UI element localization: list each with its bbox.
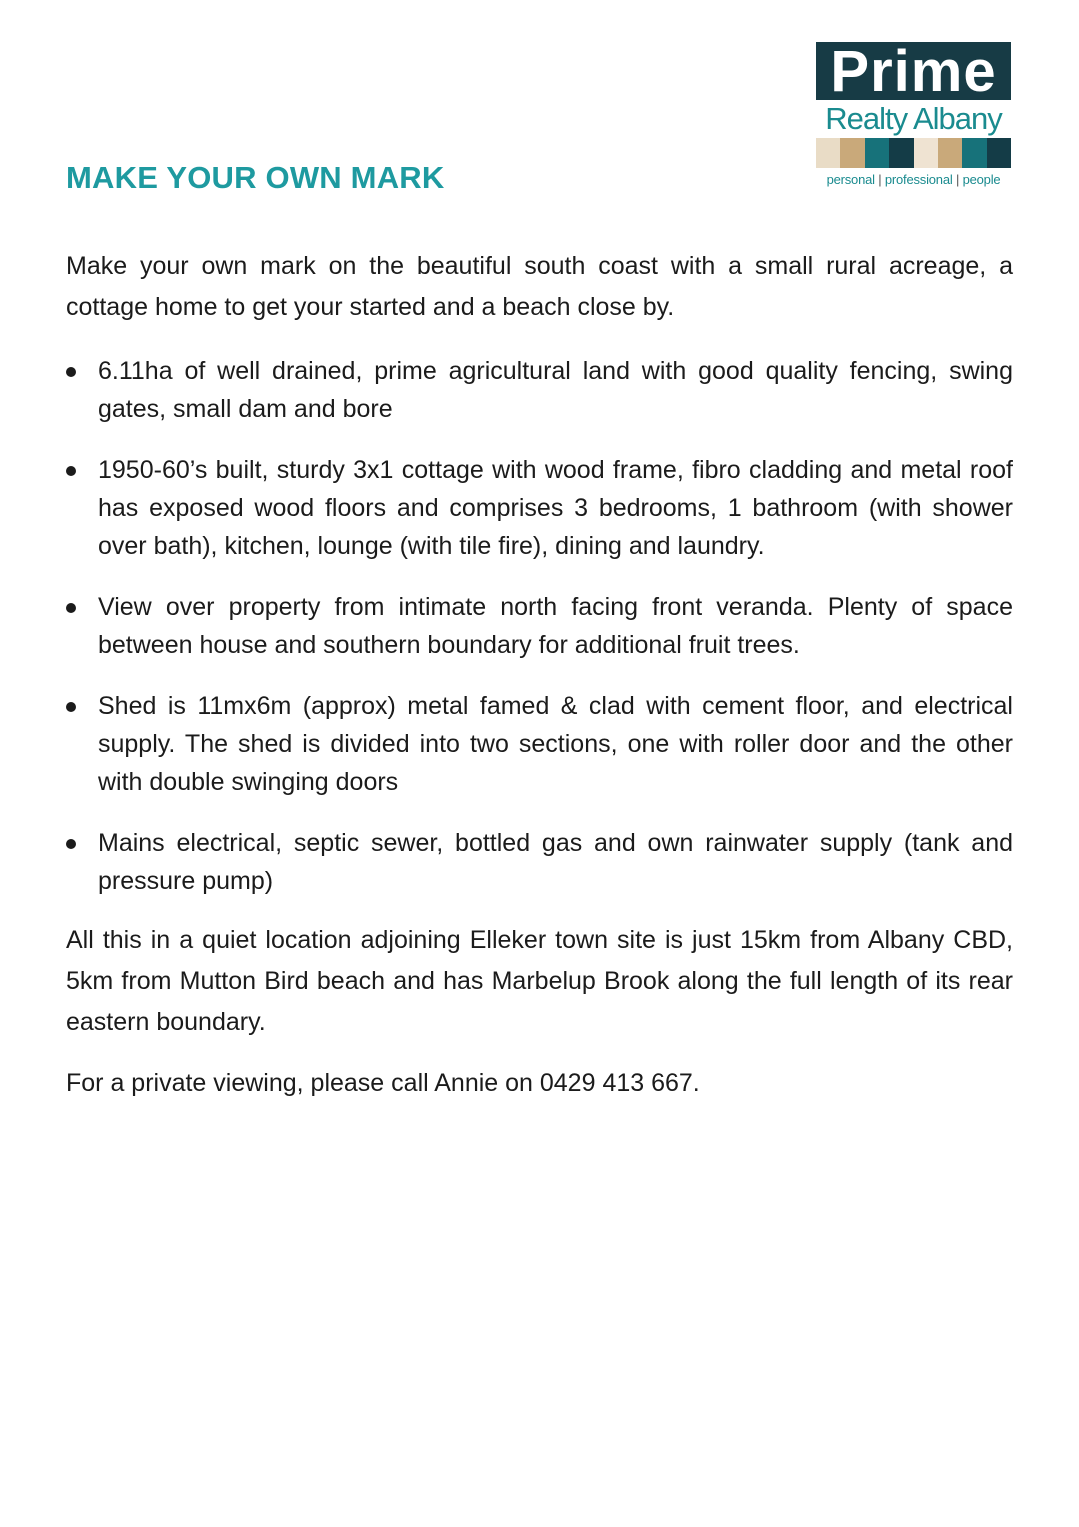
logo-bar — [840, 138, 864, 168]
tagline-word: people — [962, 172, 1001, 187]
feature-text: View over property from intimate north facing front veranda. Plenty of space between house and southern boundary for additional fruit trees. — [98, 593, 1013, 659]
logo-tagline: personal | professional | people — [826, 172, 1001, 187]
logo-bar — [889, 138, 913, 168]
bullet-icon — [66, 702, 76, 712]
logo-sub: Realty Albany — [825, 101, 1002, 136]
bullet-icon — [66, 603, 76, 613]
bullet-icon — [66, 466, 76, 476]
listing-body — [66, 246, 1013, 1104]
logo-brand: Prime — [816, 42, 1011, 100]
feature-text: Mains electrical, septic sewer, bottled gas and own rainwater supply (tank and pressure pump) — [98, 829, 1013, 895]
feature-item — [66, 824, 1013, 900]
logo-bar — [865, 138, 889, 168]
bullet-icon — [66, 839, 76, 849]
logo-bar — [816, 138, 840, 168]
feature-text: 1950-60’s built, sturdy 3x1 cottage with wood frame, fibro cladding and metal roof has exposed wood floors and comprises 3 bedrooms, 1 bathroom (with shower over bath), kitchen, lounge (with tile fire), dining and laundry. — [98, 456, 1013, 560]
feature-item — [66, 352, 1013, 428]
tagline-word: professional — [884, 172, 953, 187]
feature-text: 6.11ha of well drained, prime agricultural land with good quality fencing, swing gates, small dam and bore — [98, 357, 1013, 423]
closing-paragraph: All this in a quiet location adjoining Elleker town site is just 15km from Albany CBD, 5km from Mutton Bird beach and has Marbelup Brook along the full length of its rear eastern boundary. — [66, 926, 1013, 1036]
feature-item — [66, 588, 1013, 664]
page-title: MAKE YOUR OWN MARK — [66, 160, 445, 195]
feature-list — [66, 352, 1013, 900]
intro-paragraph: Make your own mark on the beautiful south coast with a small rural acreage, a cottage home to get your started and a beach close by. — [66, 252, 1013, 321]
logo-color-bars — [816, 138, 1011, 168]
prime-realty-albany-logo — [816, 42, 1011, 188]
logo-bar — [938, 138, 962, 168]
logo-bar — [914, 138, 938, 168]
feature-item — [66, 451, 1013, 565]
bullet-icon — [66, 367, 76, 377]
contact-line: For a private viewing, please call Annie on 0429 413 667. — [66, 1069, 700, 1097]
logo-bar — [987, 138, 1011, 168]
tagline-word: personal — [826, 172, 875, 187]
feature-text: Shed is 11mx6m (approx) metal famed & clad with cement floor, and electrical supply. The shed is divided into two sections, one with roller door and the other with double swinging doors — [98, 692, 1013, 796]
feature-item — [66, 687, 1013, 801]
logo-bar — [962, 138, 986, 168]
